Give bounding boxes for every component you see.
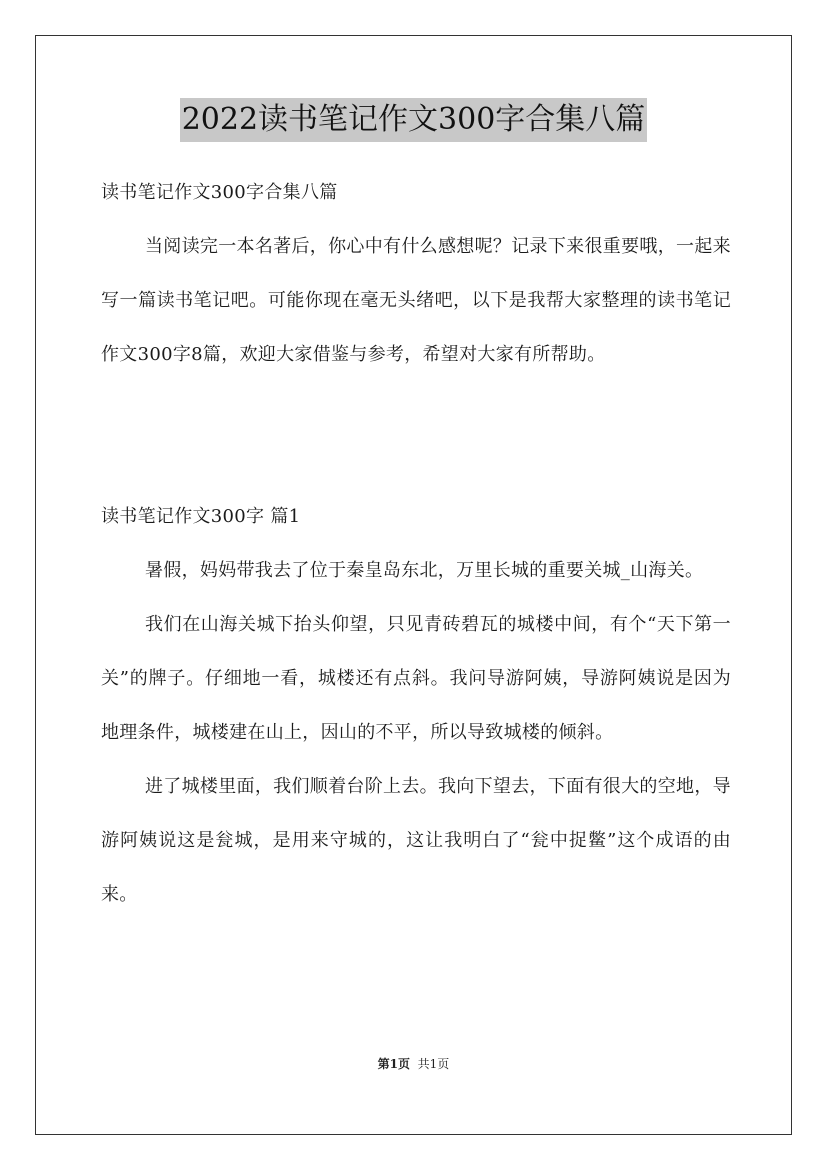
document-body [101,166,731,382]
intro-paragraph: 当阅读完一本名著后，你心中有什么感想呢？记录下来很重要哦，一起来写一篇读书笔记吧。可能你现在毫无头绪吧，以下是我帮大家整理的读书笔记作文300字8篇，欢迎大家借鉴与参考，希望对大家有所帮助。 [101,236,731,365]
page-footer [0,1055,827,1072]
document-subtitle: 读书笔记作文300字合集八篇 [101,182,338,203]
document-title-wrapper [0,98,827,142]
section-heading: 读书笔记作文300字 篇1 [101,506,301,527]
body-paragraph: 我们在山海关城下抬头仰望，只见青砖碧瓦的城楼中间，有个“天下第一关”的牌子。仔细地一看，城楼还有点斜。我问导游阿姨，导游阿姨说是因为地理条件，城楼建在山上，因山的不平，所以导致城楼的倾斜。 [101,614,731,743]
section-body [101,490,731,922]
body-paragraph: 暑假，妈妈带我去了位于秦皇岛东北，万里长城的重要关城_山海关。 [145,560,704,581]
document-title: 2022读书笔记作文300字合集八篇 [180,98,648,142]
page-number: 第1页 [377,1057,411,1071]
body-paragraph: 进了城楼里面，我们顺着台阶上去。我向下望去，下面有很大的空地，导游阿姨说这是瓮城，是用来守城的，这让我明白了“瓮中捉鳖”这个成语的由来。 [101,776,731,905]
page-total: 共1页 [417,1057,450,1071]
